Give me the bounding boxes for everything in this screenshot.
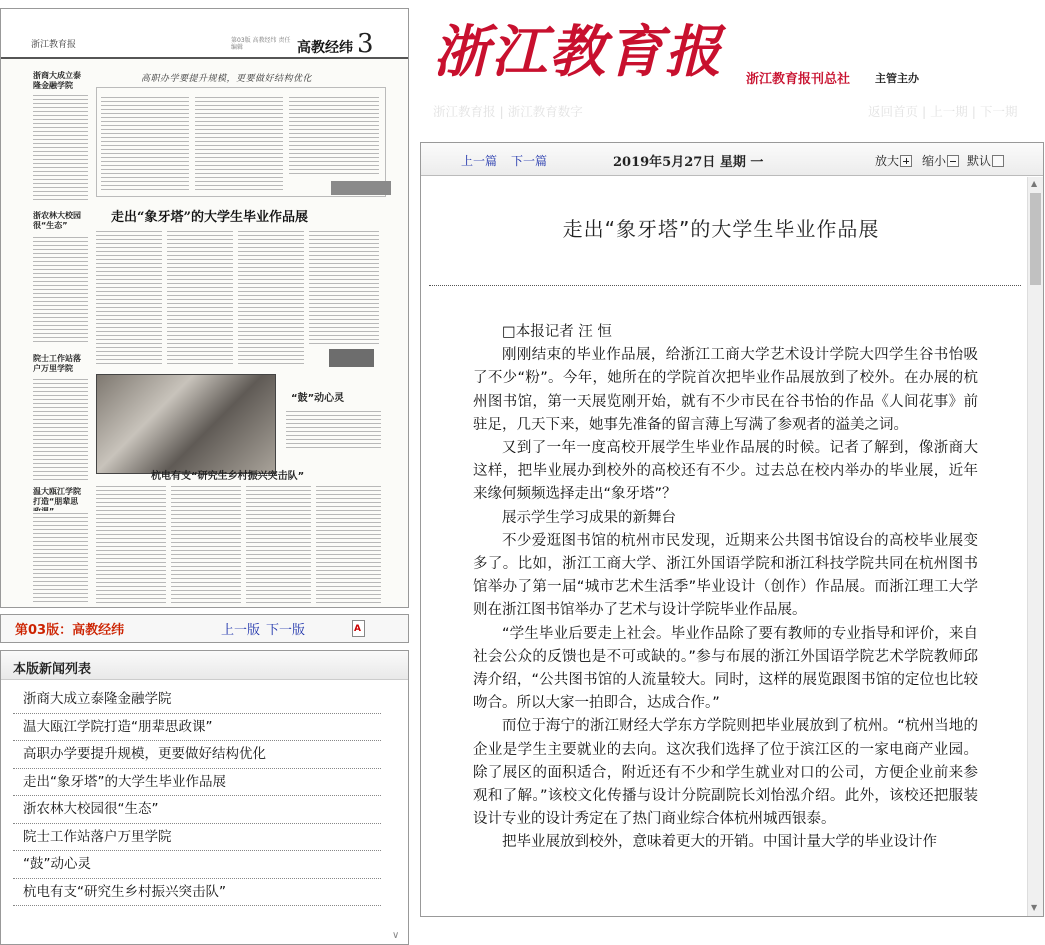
page-text-block xyxy=(238,229,304,364)
zoom-in-control[interactable] xyxy=(875,152,912,169)
page-text-block xyxy=(33,93,88,201)
prev-article-link[interactable]: 上一篇 xyxy=(461,154,498,168)
news-list xyxy=(1,680,408,906)
page-left-headline[interactable]: 温大瓯江学院打造“朋辈思 xyxy=(33,487,81,506)
page-headline-main[interactable]: 走出“象牙塔”的大学生毕业作品展 xyxy=(111,210,308,225)
reset-icon[interactable] xyxy=(992,155,1004,167)
link-paper[interactable]: 浙江教育报 xyxy=(433,104,496,119)
article-byline: □本报记者 汪 恒 xyxy=(502,324,612,340)
article-body xyxy=(421,177,1026,916)
link-separator: | xyxy=(971,104,976,119)
article-toolbar xyxy=(421,143,1043,176)
page-number: 3 xyxy=(357,29,374,59)
article-paragraph: 又到了一年一度高校开展学生毕业作品展的时候。记者了解到，像浙商大这样，把毕业展办到校外的高校还有不少。过去总在校内举办的毕业展，近年来缘何频频选择走出“象牙塔”？ xyxy=(473,440,978,503)
next-edition-link[interactable]: 下一版 xyxy=(266,623,306,638)
link-separator: | xyxy=(922,104,927,119)
top-links-left xyxy=(431,102,585,120)
page-photo-drums xyxy=(96,374,276,474)
chevron-down-icon[interactable]: ∨ xyxy=(392,930,400,941)
news-list-item[interactable]: “鼓”动心灵 xyxy=(13,851,381,879)
page-photo-thumb xyxy=(331,181,391,195)
edition-label: 第03版：高教经纬 xyxy=(15,623,125,638)
news-list-title: 本版新闻列表 xyxy=(1,651,408,680)
scrollbar-thumb[interactable] xyxy=(1030,193,1041,285)
article-scrollbar[interactable] xyxy=(1027,177,1043,916)
page-text-block xyxy=(33,235,88,345)
edition-bar xyxy=(0,614,409,643)
zoom-out-label: 缩小 xyxy=(922,154,947,168)
news-list-panel xyxy=(0,650,409,945)
next-article-link[interactable]: 下一篇 xyxy=(511,154,548,168)
divider xyxy=(429,285,1021,286)
scroll-down-icon[interactable]: ▼ xyxy=(1031,903,1038,912)
article-paragraph: 而位于海宁的浙江财经大学东方学院则把毕业展放到了杭州。“杭州当地的企业是学生主要就业的去向。这次我们选择了位于滨江区的一家电商产业园。除了展区的面积适合，附近还有不少和学生就业对口的公司，方便企业前来参观和了解。”该校文化传播与设计分院副院长刘怡泓介绍。此外，该校还把服装设计专业的设计秀定在了热门商业综合体杭州城西银泰。 xyxy=(473,718,978,828)
prev-issue-link[interactable]: 上一期 xyxy=(930,104,968,119)
page-left-headline[interactable]: 院士工作站落户万里学院 xyxy=(33,354,81,373)
article-paragraph: 不少爱逛图书馆的杭州市民发现，近期来公共图书馆设台的高校毕业展变多了。比如，浙江工商大学、浙江外国语学院和浙江科技学院共同在杭州图书馆举办了第一届“城市艺术生活季”毕业设计（创作）作品展。而浙江理工大学则在浙江图书馆举办了艺术与设计学院毕业作品展。 xyxy=(473,532,978,619)
zoom-out-control[interactable] xyxy=(922,152,959,169)
article-title: 走出“象牙塔”的大学生毕业作品展 xyxy=(562,217,880,241)
page-header-paper-name: 浙江教育报 xyxy=(31,40,77,50)
page-text-block xyxy=(289,95,379,175)
page-text-block xyxy=(309,229,379,344)
publisher-role: 主管主办 xyxy=(875,72,919,85)
page-text-block xyxy=(167,229,233,364)
news-list-item[interactable]: 温大瓯江学院打造“朋辈思政课” xyxy=(13,714,381,742)
page-text-block xyxy=(33,511,88,603)
news-list-item[interactable]: 杭电有支“研究生乡村振兴突击队” xyxy=(13,879,381,907)
page-text-block xyxy=(316,484,381,604)
page-headline-hdu[interactable]: 杭电有支“研究生乡村振兴突击队” xyxy=(151,471,305,482)
link-separator: | xyxy=(499,104,504,119)
page-text-block xyxy=(246,484,311,604)
page-photo-thumb xyxy=(329,349,374,367)
news-list-item[interactable]: 高职办学要提升规模，更要做好结构优化 xyxy=(13,741,381,769)
page-text-block xyxy=(33,377,88,483)
zoom-in-label: 放大 xyxy=(875,154,900,168)
page-left-headline[interactable]: 浙商大成立泰隆金融学院 xyxy=(33,71,81,90)
page-text-block xyxy=(101,95,189,191)
minus-icon[interactable] xyxy=(947,155,959,167)
article-subheading: 展示学生学习成果的新舞台 xyxy=(502,509,676,526)
news-list-item[interactable]: 浙农林大校园很“生态” xyxy=(13,796,381,824)
news-list-item[interactable]: 走出“象牙塔”的大学生毕业作品展 xyxy=(13,769,381,797)
article-paragraph: 把毕业展放到校外，意味着更大的开销。中国计量大学的毕业设计作 xyxy=(502,834,937,851)
publisher-name: 浙江教育报刊总社 xyxy=(746,72,851,87)
news-list-item[interactable]: 浙商大成立泰隆金融学院 xyxy=(13,686,381,714)
page-section-name: 高教经纬 xyxy=(297,40,353,56)
scroll-up-icon[interactable]: ▲ xyxy=(1031,179,1038,188)
article-paragraph: 刚刚结束的毕业作品展，给浙江工商大学艺术设计学院大四学生谷书怡吸了不少“粉”。今年，她所在的学院首次把毕业作品展放到了校外。在办展的杭州图书馆，第一天展览刚开始，就有不少市民在谷书怡的作品《人间花事》前驻足，几天下来，她事先准备的留言薄上写满了参观者的溢美之词。 xyxy=(473,347,978,433)
article-paragraph: “学生毕业后要走上社会。毕业作品除了要有教师的专业指导和评价，来自社会公众的反馈也是不可或缺的。”参与布展的浙江外国语学院艺术学院教师邱涛介绍，“公共图书馆的人流量较大。同时，这样的展览跟图书馆的定位也比较吻合。所以大家一拍即合，达成合作。” xyxy=(473,625,978,712)
news-list-item[interactable]: 院士工作站落户万里学院 xyxy=(13,824,381,852)
page-text-block xyxy=(286,409,381,449)
site-logo[interactable]: 浙江教育报 xyxy=(433,19,723,85)
page-text-block xyxy=(171,484,241,604)
page-headline-top[interactable]: 高职办学要提升规模，更要做好结构优化 xyxy=(141,74,313,84)
page-headline-drum[interactable]: “鼓”动心灵 xyxy=(291,393,345,404)
newspaper-page-image[interactable] xyxy=(0,8,409,608)
default-size-control[interactable] xyxy=(967,152,1004,169)
page-left-headline[interactable]: 浙农林大校园很“生态” xyxy=(33,211,81,230)
plus-icon[interactable] xyxy=(900,155,912,167)
home-link[interactable]: 返回首页 xyxy=(868,104,919,119)
page-header-info: 第03版 高教经纬 责任编辑 xyxy=(231,37,291,51)
page-text-block xyxy=(195,95,283,191)
default-size-label: 默认 xyxy=(967,154,992,168)
issue-date: 2019年5月27日 星期 一 xyxy=(613,155,764,170)
article-text xyxy=(473,321,978,855)
page-header-strip xyxy=(1,9,408,59)
article-frame xyxy=(420,142,1044,917)
top-links-right xyxy=(866,102,1019,120)
link-digital[interactable]: 浙江教育数字 xyxy=(507,104,583,119)
prev-edition-link[interactable]: 上一版 xyxy=(221,623,261,638)
page-text-block xyxy=(96,484,166,604)
page-text-block xyxy=(96,229,162,364)
next-issue-link[interactable]: 下一期 xyxy=(979,104,1018,119)
pdf-icon[interactable]: A xyxy=(351,620,367,638)
